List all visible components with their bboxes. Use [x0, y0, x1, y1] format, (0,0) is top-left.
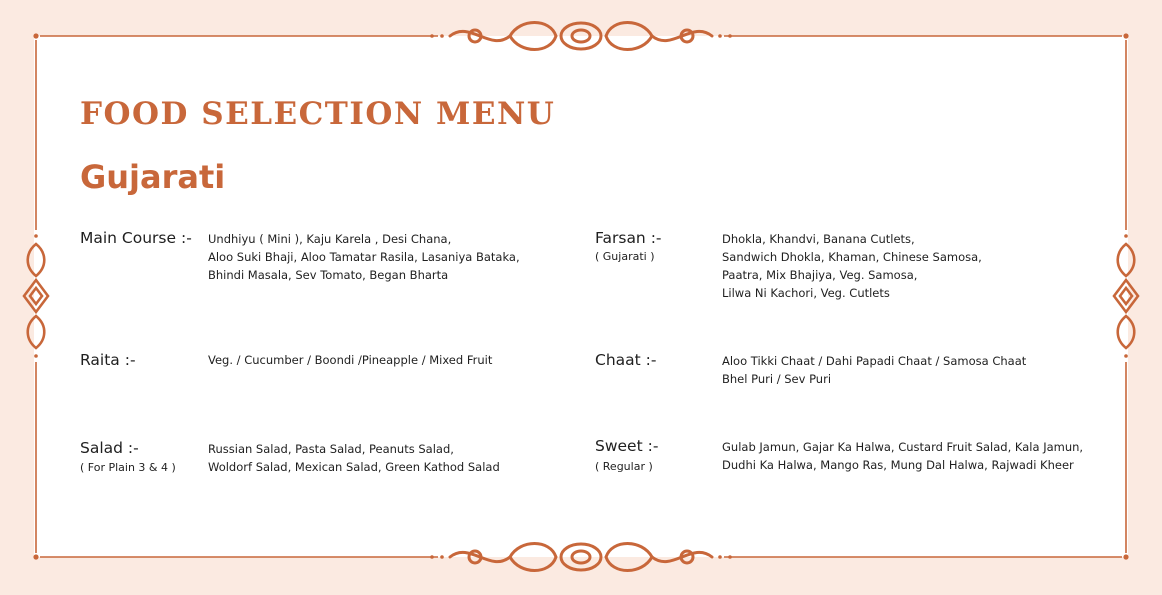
section-label-raita: Raita :- [80, 351, 136, 369]
menu-line: Veg. / Cucumber / Boondi /Pineapple / Mixed Fruit [208, 353, 493, 367]
section-label-farsan: Farsan :- [595, 229, 662, 247]
ornament-flourish-top [450, 23, 712, 50]
section-label-salad: Salad :- [80, 439, 139, 457]
menu-line: Aloo Tikki Chaat / Dahi Papadi Chaat / Samosa Chaat [722, 354, 1027, 368]
menu-line: Bhindi Masala, Sev Tomato, Began Bharta [208, 268, 449, 282]
menu-line: Dhokla, Khandvi, Banana Cutlets, [722, 232, 915, 246]
menu-line: Paatra, Mix Bhajiya, Veg. Samosa, [722, 268, 918, 282]
menu-line: Woldorf Salad, Mexican Salad, Green Kathod Salad [208, 460, 500, 474]
section-label-chaat: Chaat :- [595, 351, 657, 369]
menu-line: Undhiyu ( Mini ), Kaju Karela , Desi Chana, [208, 232, 452, 246]
menu-line: Gulab Jamun, Gajar Ka Halwa, Custard Fruit Salad, Kala Jamun, [722, 440, 1084, 454]
menu-line: Russian Salad, Pasta Salad, Peanuts Salad, [208, 442, 454, 456]
cuisine-heading: Gujarati [80, 158, 226, 196]
section-sub-farsan: ( Gujarati ) [595, 250, 655, 263]
menu-line: Sandwich Dhokla, Khaman, Chinese Samosa, [722, 250, 982, 264]
section-items-raita [208, 351, 492, 369]
ornament-side-right [1114, 244, 1138, 348]
section-items-chaat [722, 352, 1026, 388]
menu-line: Dudhi Ka Halwa, Mango Ras, Mung Dal Halwa, Rajwadi Kheer [722, 458, 1074, 472]
menu-title: FOOD SELECTION MENU [80, 96, 556, 132]
section-items-farsan [722, 230, 982, 302]
section-sub-salad: ( For Plain 3 & 4 ) [80, 461, 176, 474]
section-items-sweet [722, 438, 1083, 474]
menu-line: Lilwa Ni Kachori, Veg. Cutlets [722, 286, 890, 300]
menu-line: Bhel Puri / Sev Puri [722, 372, 832, 386]
ornament-side-left [24, 244, 48, 348]
section-items-main-course [208, 230, 520, 284]
section-label-sweet: Sweet :- [595, 437, 659, 455]
section-sub-sweet: ( Regular ) [595, 460, 653, 473]
ornament-flourish-bottom [450, 544, 712, 571]
section-label-main-course: Main Course :- [80, 229, 192, 247]
menu-line: Aloo Suki Bhaji, Aloo Tamatar Rasila, Lasaniya Bataka, [208, 250, 520, 264]
section-items-salad [208, 440, 500, 476]
